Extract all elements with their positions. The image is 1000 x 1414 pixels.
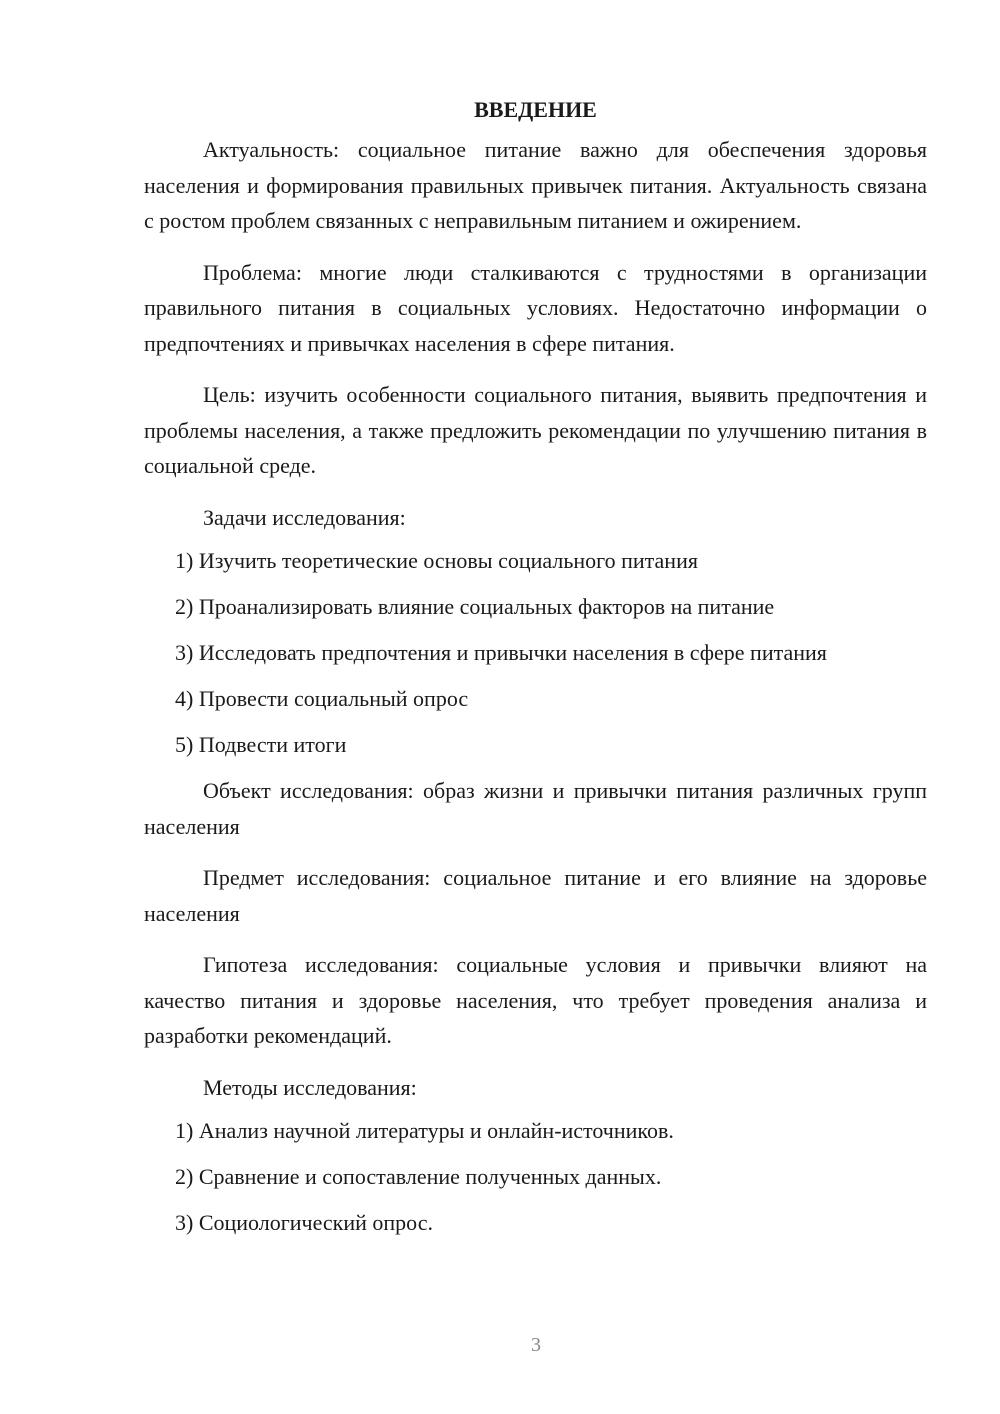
methods-list (144, 1113, 927, 1241)
list-item: 1) Изучить теоретические основы социального питания (175, 548, 698, 573)
document-page (144, 92, 927, 1251)
list-item: 2) Проанализировать влияние социальных факторов на питание (175, 594, 775, 619)
page-title: ВВЕДЕНИЕ (474, 97, 597, 122)
goal-paragraph: Цель: изучить особенности социального питания, выявить предпочтения и проблемы населения, а также предложить рекомендации по улучшению питания в социальной среде. (144, 382, 927, 478)
list-item: 2) Сравнение и сопоставление полученных данных. (175, 1164, 662, 1189)
relevance-paragraph: Актуальность: социальное питание важно для обеспечения здоровья населения и формирования правильных привычек питания. Актуальность связана с ростом проблем связанных с неправильным питанием и ожирением. (144, 137, 927, 233)
page-number: 3 (531, 1334, 541, 1356)
list-item: 3) Социологический опрос. (175, 1210, 433, 1235)
list-item: 5) Подвести итоги (175, 732, 347, 757)
list-item: 4) Провести социальный опрос (175, 686, 469, 711)
tasks-list (144, 543, 927, 763)
subject-paragraph: Предмет исследования: социальное питание и его влияние на здоровье населения (144, 865, 927, 926)
problem-paragraph: Проблема: многие люди сталкиваются с трудностями в организации правильного питания в социальных условиях. Недостаточно информации о предпочтениях и привычках населения в сфере питания. (144, 259, 927, 356)
tasks-heading: Задачи исследования: (203, 504, 406, 530)
hypothesis-paragraph: Гипотеза исследования: социальные условия и привычки влияют на качество питания и здоровье населения, что требует проведения анализа и разработки рекомендаций. (144, 952, 927, 1048)
list-item: 3) Исследовать предпочтения и привычки населения в сфере питания (175, 640, 827, 665)
list-item: 1) Анализ научной литературы и онлайн-источников. (175, 1118, 674, 1143)
object-paragraph: Объект исследования: образ жизни и привычки питания различных групп населения (144, 778, 927, 839)
methods-heading: Методы исследования: (203, 1074, 417, 1100)
